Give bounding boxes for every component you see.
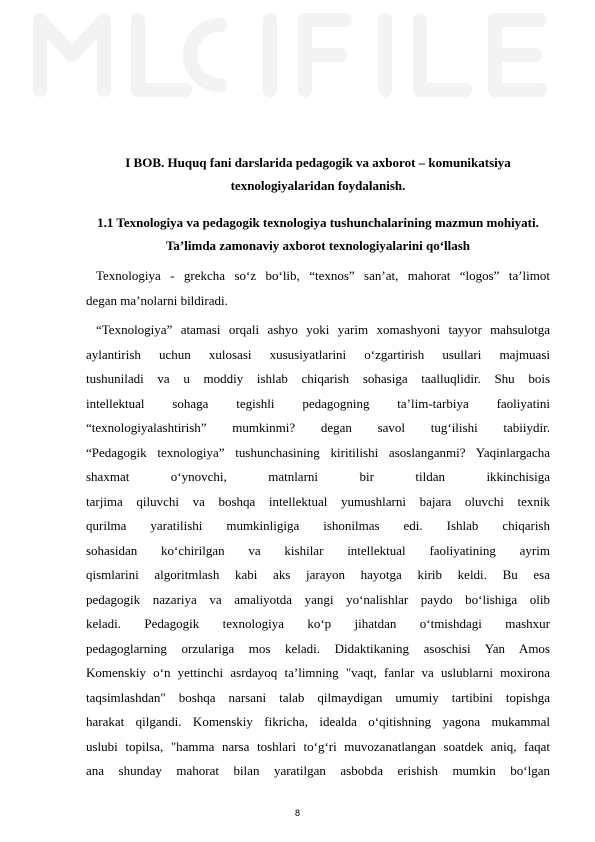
paragraph-line: tushuniladi va u moddiy ishlab chiqarish sohasiga taalluqlidir. Shu bois [86, 371, 550, 386]
paragraph-line: “Texnologiya” atamasi orqali ashyo yoki yarim xomashyoni tayyor mahsulotga [96, 322, 550, 337]
paragraph-line: pedagoglarning orzulariga mos keladi. Didaktikaning asoschisi Yan Amos [86, 640, 550, 656]
paragraph-line: keladi. Pedagogik texnologiya ko‘p jihatdan o‘tmishdagi mashxur [86, 616, 550, 631]
paragraph-line: aylantirish uchun xulosasi xususiyatlarini o‘zgartirish usullari majmuasi [86, 346, 550, 362]
paragraph-line: uslubi topilsa, "hamma narsa toshlari to‘g‘ri muvozanatlangan soatdek aniq, faqat [86, 738, 550, 754]
paragraph-intro [86, 264, 550, 313]
paragraph-line: harakat qilgandi. Komenskiy fikricha, idealda o‘qitishning yagona mukammal [86, 714, 550, 729]
paragraph-line: shaxmat o‘ynovchi, matnlarni bir tildan ikkinchisiga [86, 469, 550, 484]
paragraph-line: sohasidan ko‘chirilgan va kishilar intellektual faoliyatining ayrim [86, 542, 550, 558]
paragraph-line: “texnologiyalashtirish” mumkinmi? degan savol tug‘ilishi tabiiydir. [86, 420, 550, 435]
paragraph-line: degan ma’nolarni bildiradi. [86, 292, 228, 308]
paragraph-line: intellektual sohaga tegishli pedagogning ta’lim-tarbiya faoliyatini [86, 395, 550, 411]
paragraph-body [86, 318, 550, 784]
page-number: 8 [294, 808, 300, 818]
paragraph-line: ana shunday mahorat bilan yaratilgan asbobda erishish mumkin bo‘lgan [86, 763, 550, 778]
chapter-title: I BOB. Huquq fani darslarida pedagogik va axborot – komunikatsiya texnologiyalaridan foydalanish. [125, 155, 511, 193]
paragraph-line: Texnologiya - grekcha so‘z bo‘lib, “texnos” san’at, mahorat “logos” ta’limot [96, 268, 550, 283]
section-title: 1.1 Texnologiya va pedagogik texnologiya tushunchalarining mazmun mohiyati. Ta’limda zamonaviy axborot texnologiyalarini qo‘llash [97, 215, 539, 253]
paragraph-line: tarjima qiluvchi va boshqa intellektual yumushlarni bajara oluvchi texnik [86, 493, 550, 509]
paragraph-line: “Pedagogik texnologiya” tushunchasining kiritilishi asoslanganmi? Yaqinlargacha [86, 444, 550, 460]
paragraph-line: qurilma yaratilishi mumkinligiga ishonilmas edi. Ishlab chiqarish [86, 518, 550, 533]
paragraph-line: pedagogik nazariya va amaliyotda yangi yo‘nalishlar paydo bo‘lishiga olib [86, 591, 550, 607]
paragraph-line: taqsimlashdan" boshqa narsani talab qilmaydigan umumiy tartibini topishga [86, 689, 550, 705]
paragraph-line: Komenskiy o‘n yettinchi asrdayoq ta’limning "vaqt, fanlar va uslublarni moxirona [86, 665, 550, 680]
paragraph-line: qismlarini algoritmlash kabi aks jarayon hayotga kirib keldi. Bu esa [86, 567, 550, 582]
